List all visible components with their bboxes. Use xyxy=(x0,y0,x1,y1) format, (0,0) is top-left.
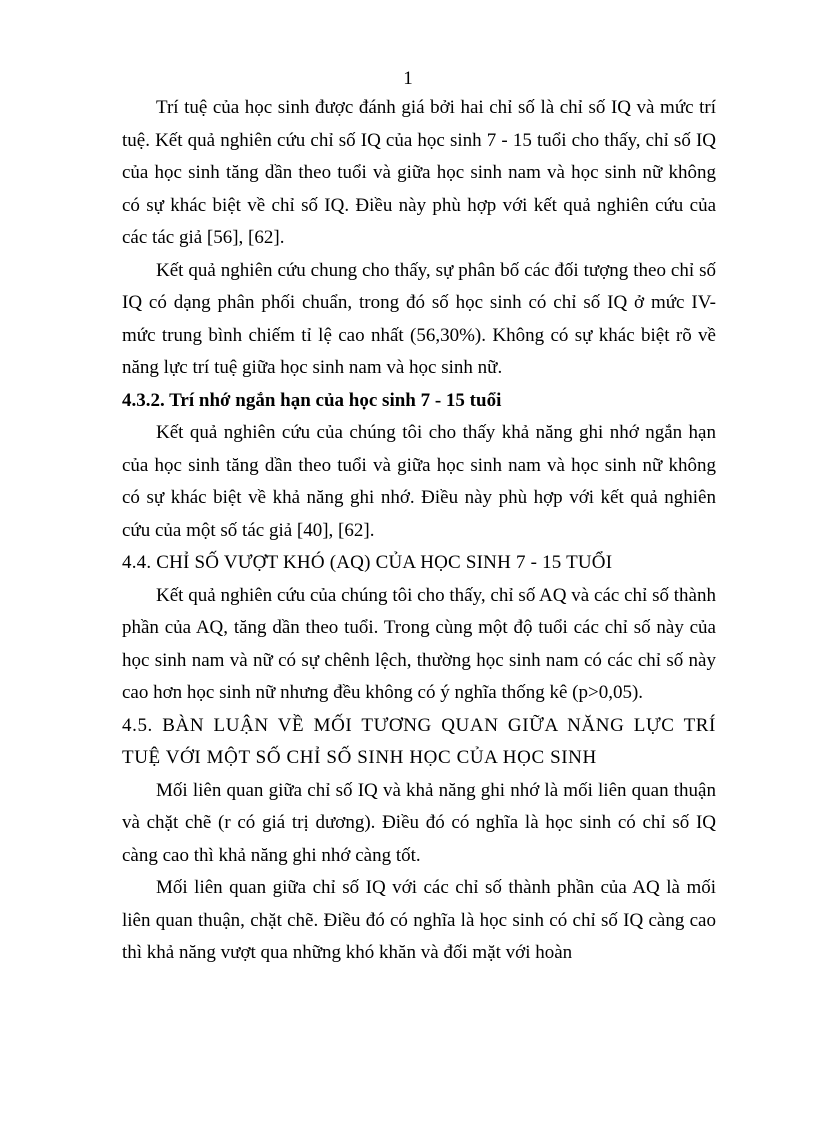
paragraph-memory-results: Kết quả nghiên cứu của chúng tôi cho thấy khả năng ghi nhớ ngắn hạn của học sinh tăng dần theo tuổi và giữa học sinh nam và học sinh nữ không có sự khác biệt về khả năng ghi nhớ. Điều này phù hợp với kết quả nghiên cứu của một số tác giả [40], [62]. xyxy=(122,422,716,541)
paragraph-iq-memory-correlation: Mối liên quan giữa chỉ số IQ và khả năng ghi nhớ là mối liên quan thuận và chặt chẽ (r có giá trị dương). Điều đó có nghĩa là học sinh có chỉ số IQ càng cao thì khả năng ghi nhớ càng tốt. xyxy=(122,779,716,866)
page-body xyxy=(122,92,716,970)
heading-aq-index: 4.4. CHỈ SỐ VƯỢT KHÓ (AQ) CỦA HỌC SINH 7 - 15 TUỔI xyxy=(122,552,613,573)
paragraph-aq-results: Kết quả nghiên cứu của chúng tôi cho thấy, chỉ số AQ và các chỉ số thành phần của AQ, tăng dần theo tuổi. Trong cùng một độ tuổi các chỉ số này của học sinh nam và nữ có sự chênh lệch, thường học sinh nam có các chỉ số này cao hơn học sinh nữ nhưng đều không có ý nghĩa thống kê (p>0,05). xyxy=(122,584,716,703)
page-number: 1 xyxy=(403,68,413,89)
paragraph-iq-assessment: Trí tuệ của học sinh được đánh giá bởi hai chỉ số là chỉ số IQ và mức trí tuệ. Kết quả nghiên cứu chỉ số IQ của học sinh 7 - 15 tuổi cho thấy, chỉ số IQ của học sinh tăng dần theo tuổi và giữa học sinh nam và học sinh nữ không có sự khác biệt về chỉ số IQ. Điều này phù hợp với kết quả nghiên cứu của các tác giả [56], [62]. xyxy=(122,97,716,248)
subheading-short-term-memory: 4.3.2. Trí nhớ ngắn hạn của học sinh 7 - 15 tuổi xyxy=(122,389,502,411)
paragraph-iq-distribution: Kết quả nghiên cứu chung cho thấy, sự phân bố các đối tượng theo chỉ số IQ có dạng phân phối chuẩn, trong đó số học sinh có chỉ số IQ ở mức IV- mức trung bình chiếm tỉ lệ cao nhất (56,30%). Không có sự khác biệt rõ về năng lực trí tuệ giữa học sinh nam và học sinh nữ. xyxy=(122,259,716,378)
heading-correlation-discussion: 4.5. BÀN LUẬN VỀ MỐI TƯƠNG QUAN GIỮA NĂNG LỰC TRÍ TUỆ VỚI MỘT SỐ CHỈ SỐ SINH HỌC CỦA HỌC SINH xyxy=(122,714,716,768)
paragraph-iq-aq-correlation: Mối liên quan giữa chỉ số IQ với các chỉ số thành phần của AQ là mối liên quan thuận, chặt chẽ. Điều đó có nghĩa là học sinh có chỉ số IQ càng cao thì khả năng vượt qua những khó khăn và đối mặt với hoàn xyxy=(122,877,716,963)
